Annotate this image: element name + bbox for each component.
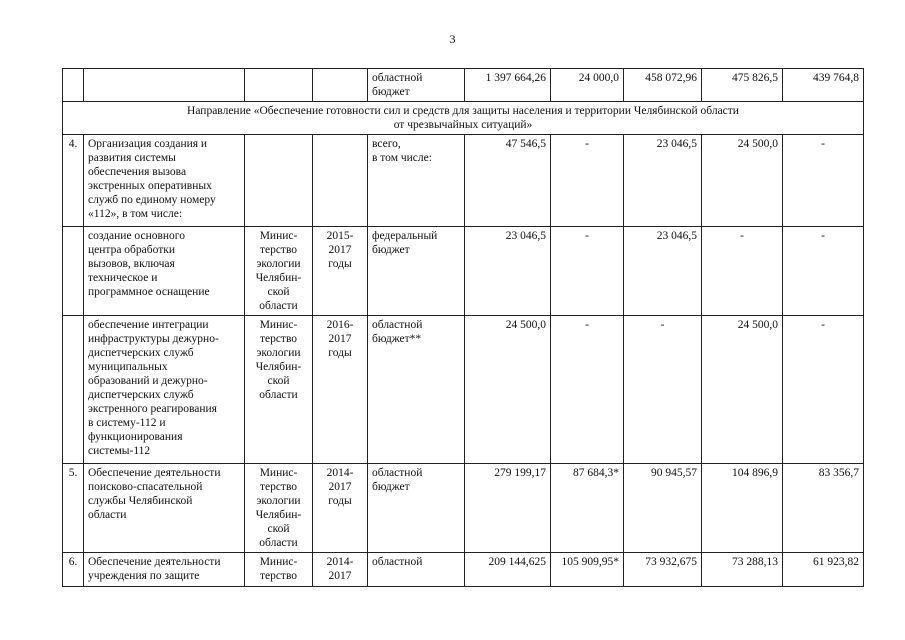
cell-2014: - [551, 316, 624, 464]
cell-name: Организация создания и развития системы обеспечения вызова экстренных оперативных служб по единому номеру «112», в том числе: [84, 135, 245, 227]
cell-2014: - [551, 135, 624, 227]
cell-num [63, 227, 84, 316]
cell-period: 2014- 2017 [313, 553, 368, 587]
cell-total: 47 546,5 [465, 135, 551, 227]
cell-period [313, 135, 368, 227]
cell-total: 23 046,5 [465, 227, 551, 316]
cell-2017: - [783, 316, 864, 464]
cell-executor [245, 135, 313, 227]
cell-total: 279 199,17 [465, 464, 551, 553]
cell-period [313, 69, 368, 102]
cell-num [63, 69, 84, 102]
cell-2017: 83 356,7 [783, 464, 864, 553]
cell-2015: - [624, 316, 702, 464]
cell-2017: 61 923,82 [783, 553, 864, 587]
cell-2014: 87 684,3* [551, 464, 624, 553]
cell-2016: - [702, 227, 783, 316]
cell-2014: 105 909,95* [551, 553, 624, 587]
cell-source: областной бюджет [368, 464, 465, 553]
cell-name: Обеспечение деятельности учреждения по защите [84, 553, 245, 587]
cell-2014: - [551, 227, 624, 316]
cell-2015: 23 046,5 [624, 135, 702, 227]
cell-executor [245, 69, 313, 102]
cell-total: 24 500,0 [465, 316, 551, 464]
cell-num [63, 316, 84, 464]
cell-2016: 104 896,9 [702, 464, 783, 553]
table-row [63, 227, 864, 316]
cell-2016: 24 500,0 [702, 316, 783, 464]
cell-2015: 90 945,57 [624, 464, 702, 553]
cell-period: 2014- 2017 годы [313, 464, 368, 553]
cell-source: областной [368, 553, 465, 587]
cell-2017: 439 764,8 [783, 69, 864, 102]
cell-executor: Минис- терство экологии Челябин- ской области [245, 227, 313, 316]
cell-name [84, 69, 245, 102]
cell-2017: - [783, 135, 864, 227]
cell-2017: - [783, 227, 864, 316]
cell-total: 1 397 664,26 [465, 69, 551, 102]
cell-2016: 475 826,5 [702, 69, 783, 102]
cell-total: 209 144,625 [465, 553, 551, 587]
table-row [63, 69, 864, 102]
budget-table [62, 68, 864, 587]
table-row [63, 553, 864, 587]
cell-2016: 73 288,13 [702, 553, 783, 587]
table-row [63, 102, 864, 135]
cell-executor: Минис- терство экологии Челябин- ской области [245, 316, 313, 464]
section-heading: Направление «Обеспечение готовности сил и средств для защиты населения и территории Челябинской области от чрезвычайных ситуаций» [63, 102, 864, 135]
cell-num: 6. [63, 553, 84, 587]
cell-source: областной бюджет [368, 69, 465, 102]
cell-2015: 23 046,5 [624, 227, 702, 316]
table-row [63, 464, 864, 553]
cell-2016: 24 500,0 [702, 135, 783, 227]
cell-source: федеральный бюджет [368, 227, 465, 316]
cell-2015: 73 932,675 [624, 553, 702, 587]
cell-executor: Минис- терство [245, 553, 313, 587]
page-number: 3 [449, 32, 456, 46]
cell-name: создание основного центра обработки вызовов, включая техническое и программное оснащение [84, 227, 245, 316]
table-row [63, 316, 864, 464]
cell-source: областной бюджет** [368, 316, 465, 464]
cell-period: 2015- 2017 годы [313, 227, 368, 316]
cell-name: обеспечение интеграции инфраструктуры дежурно- диспетчерских служб муниципальных образований и дежурно- диспетчерских служб экстренного реагирования в систему-112 и функционирования системы-112 [84, 316, 245, 464]
cell-name: Обеспечение деятельности поисково-спасательной службы Челябинской области [84, 464, 245, 553]
cell-num: 5. [63, 464, 84, 553]
cell-period: 2016- 2017 годы [313, 316, 368, 464]
cell-num: 4. [63, 135, 84, 227]
cell-2014: 24 000,0 [551, 69, 624, 102]
cell-2015: 458 072,96 [624, 69, 702, 102]
cell-executor: Минис- терство экологии Челябин- ской области [245, 464, 313, 553]
cell-source: всего, в том числе: [368, 135, 465, 227]
table-row [63, 135, 864, 227]
